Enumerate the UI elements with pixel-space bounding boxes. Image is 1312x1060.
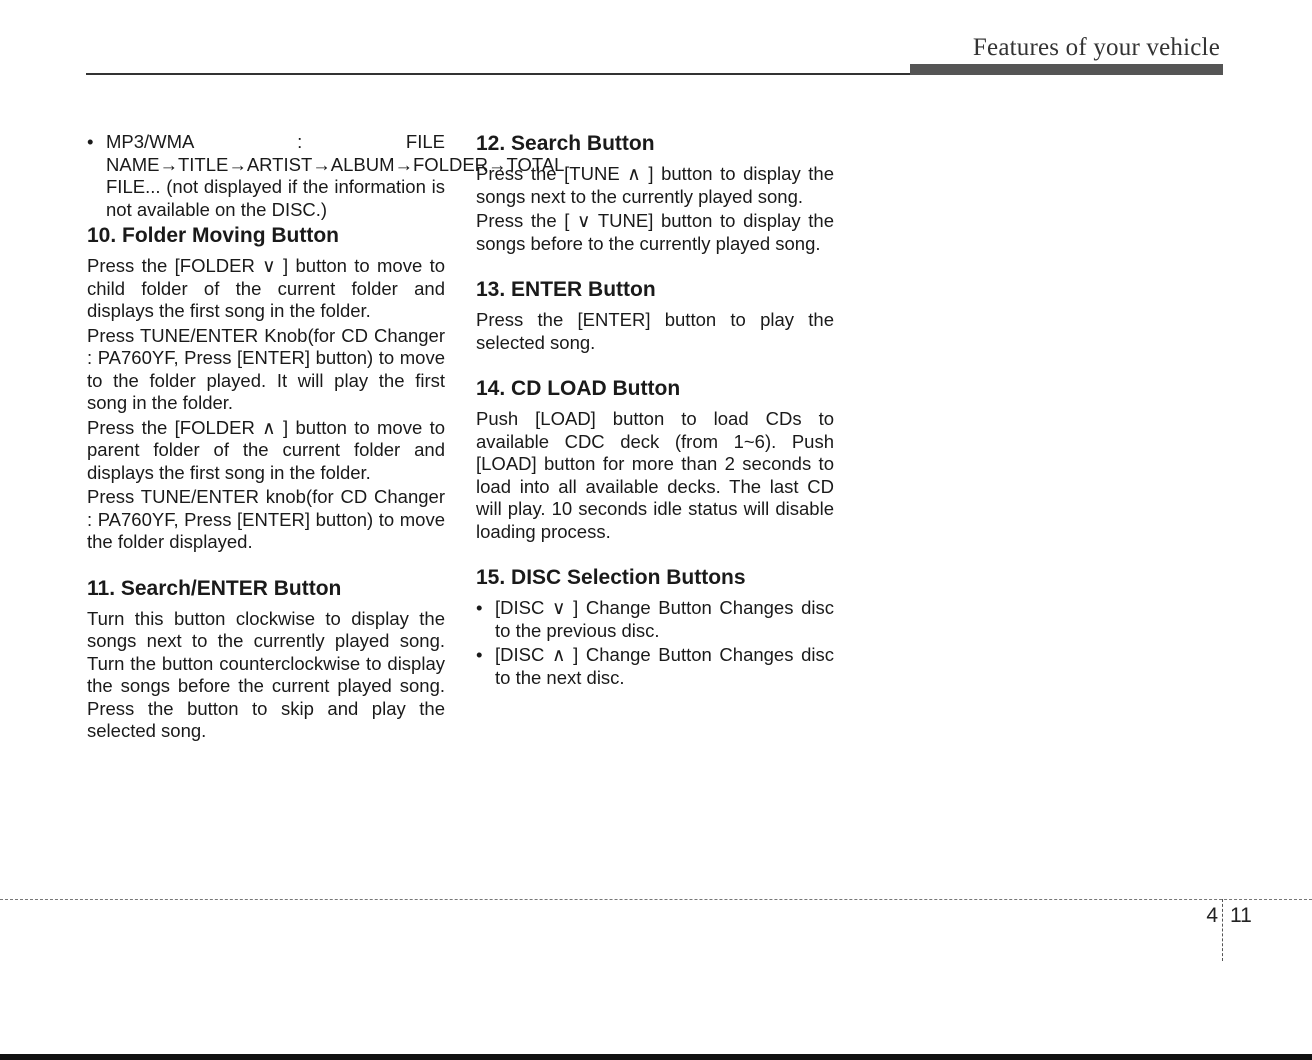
page-number: 11 bbox=[1230, 904, 1252, 927]
list-item: • [DISC ∧ ] Change Button Changes disc to the next disc. bbox=[476, 644, 834, 689]
header-bar bbox=[910, 64, 1223, 75]
paragraph: Turn this button clockwise to display the songs next to the currently played song. Turn the button counterclockwise to display the songs before the current played song. Press the button to skip and play the selected song. bbox=[87, 607, 445, 741]
paragraph: Press the [FOLDER ∨ ] button to move to child folder of the current folder and displays the first song in the folder. bbox=[87, 255, 445, 321]
bottom-border bbox=[0, 1054, 1312, 1060]
right-column bbox=[476, 131, 834, 711]
section-heading: 11. Search/ENTER Button bbox=[87, 576, 342, 600]
paragraph: Push [LOAD] button to load CDs to available CDC deck (from 1~6). Push [LOAD] button for more than 2 seconds to load into all available decks. The last CD will play. 10 seconds idle status will disable loading process. bbox=[476, 408, 834, 542]
intro-bullet-list bbox=[87, 131, 565, 221]
section-search-enter-button bbox=[87, 576, 445, 743]
left-column bbox=[87, 131, 565, 765]
intro-bullet: • MP3/WMA : FILE NAME→TITLE→ARTIST→ALBUM→FOLDER→TOTAL FILE... (not displayed if the information is not available on the DISC.) bbox=[87, 131, 445, 221]
paragraph: Press the [ ∨ TUNE] button to display the songs before to the currently played song. bbox=[476, 210, 834, 254]
section-heading: 10. Folder Moving Button bbox=[87, 224, 339, 247]
section-search-button bbox=[476, 131, 834, 255]
paragraph: Press the [FOLDER ∧ ] button to move to parent folder of the current folder and displays the first song in the folder. bbox=[87, 416, 445, 483]
section-enter-button bbox=[476, 277, 834, 354]
section-folder-moving-button bbox=[87, 223, 445, 554]
section-heading: 12. Search Button bbox=[476, 132, 655, 155]
section-heading: 13. ENTER Button bbox=[476, 278, 656, 301]
list-item: • [DISC ∨ ] Change Button Changes disc to the previous disc. bbox=[476, 597, 834, 642]
paragraph: Press the [TUNE ∧ ] button to display the songs next to the currently played song. bbox=[476, 163, 834, 207]
paragraph: Press the [ENTER] button to play the selected song. bbox=[476, 309, 834, 353]
paragraph: Press TUNE/ENTER knob(for CD Changer : PA760YF, Press [ENTER] button) to move the folder displayed. bbox=[87, 486, 445, 552]
header-rule bbox=[86, 73, 910, 75]
section-disc-selection-buttons bbox=[476, 565, 834, 689]
section-heading: 15. DISC Selection Buttons bbox=[476, 566, 746, 589]
chapter-number: 4 bbox=[1206, 904, 1218, 927]
page-number-separator bbox=[1222, 899, 1223, 961]
section-cd-load-button bbox=[476, 376, 834, 543]
paragraph: Press TUNE/ENTER Knob(for CD Changer : PA760YF, Press [ENTER] button) to move to the folder played. It will play the first song in the folder. bbox=[87, 324, 445, 413]
section-heading: 14. CD LOAD Button bbox=[476, 377, 681, 400]
disc-bullet-list bbox=[476, 597, 834, 689]
running-header: Features of your vehicle bbox=[972, 34, 1220, 61]
footer-dashed-rule bbox=[0, 899, 1312, 900]
